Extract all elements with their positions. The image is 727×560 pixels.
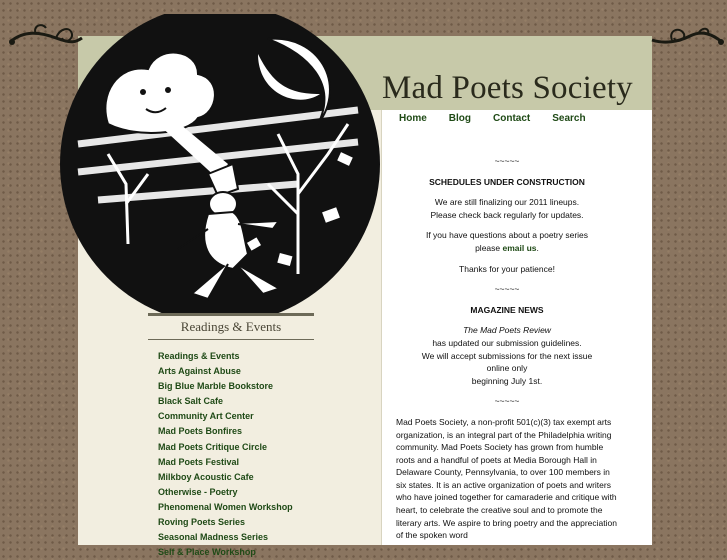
list-item [158, 452, 314, 467]
event-link[interactable]: Big Blue Marble Bookstore [158, 381, 274, 392]
review-line-1: has updated our submission guidelines. [432, 337, 582, 348]
event-link[interactable]: Seasonal Madness Series [158, 532, 269, 543]
top-nav [399, 113, 608, 124]
event-link[interactable]: Mad Poets Bonfires [158, 426, 243, 437]
list-item [158, 391, 314, 406]
list-item [158, 346, 314, 361]
list-item [158, 406, 314, 421]
nav-contact[interactable]: Contact [493, 113, 531, 124]
list-item [158, 361, 314, 376]
right-flourish-icon [650, 16, 726, 52]
list-item [158, 512, 314, 527]
about-paragraph: Mad Poets Society, a non-profit 501(c)(3) tax exempt arts organization, is an integral part of the Philadelphia writing community. Mad Poets Society has grown from humble roots and a handful of poets at Media Borough Hall in Delaware County, Pennsylvania, to over 100 members in six states. It is an active organization of poets and writers who have joined together for camaraderie and critique with heart, to celebrate the creative soul and to promote the literary arts. We aspire to bring poetry and the appreciation of the spoken word [396, 416, 617, 541]
event-link[interactable]: Readings & Events [158, 351, 240, 361]
review-line-3: online only [486, 363, 528, 374]
list-item [158, 542, 314, 557]
event-link[interactable]: Mad Poets Festival [158, 456, 240, 467]
event-link[interactable]: Arts Against Abuse [158, 366, 241, 377]
list-item [158, 527, 314, 542]
list-item [158, 421, 314, 436]
main-content [396, 155, 618, 550]
magazine-text [396, 324, 618, 387]
site-title: Mad Poets Society [382, 70, 633, 106]
events-heading: Readings & Events [180, 319, 282, 334]
magazine-heading: MAGAZINE NEWS [470, 304, 544, 315]
event-link[interactable]: Roving Poets Series [158, 517, 246, 528]
email-us-link[interactable]: email us [502, 242, 537, 253]
list-item [158, 497, 314, 512]
schedules-line-2: Please check back regularly for updates. [430, 209, 584, 220]
nav-blog[interactable]: Blog [448, 113, 472, 124]
event-link[interactable]: Otherwise - Poetry [158, 486, 238, 497]
thanks-text: Thanks for your patience! [459, 263, 555, 274]
review-title: The Mad Poets Review [463, 325, 551, 336]
events-list [158, 346, 314, 557]
separator: ~~~~~ [494, 284, 520, 295]
schedules-heading: SCHEDULES UNDER CONSTRUCTION [429, 176, 585, 187]
questions-text [396, 229, 618, 254]
separator: ~~~~~ [494, 156, 520, 166]
review-line-4: beginning July 1st. [471, 375, 543, 386]
event-link[interactable]: Phenomenal Women Workshop [158, 501, 293, 512]
event-link[interactable]: Black Salt Cafe [158, 396, 224, 407]
questions-post: . [536, 242, 539, 253]
review-line-2: We will accept submissions for the next issue [421, 350, 593, 361]
list-item [158, 482, 314, 497]
events-sidebar [148, 313, 314, 557]
separator: ~~~~~ [494, 396, 520, 407]
nav-search[interactable]: Search [552, 113, 586, 124]
questions-line-1: If you have questions about a poetry series [425, 230, 589, 241]
schedules-line-1: We are still finalizing our 2011 lineups. [434, 197, 580, 208]
schedules-text [396, 196, 618, 221]
list-item [158, 376, 314, 391]
event-link[interactable]: Self & Place Workshop [158, 547, 256, 558]
list-item [158, 437, 314, 452]
event-link[interactable]: Milkboy Acoustic Cafe [158, 471, 254, 482]
event-link[interactable]: Community Art Center [158, 411, 254, 422]
mad-poet-illustration [58, 14, 382, 314]
nav-home[interactable]: Home [399, 113, 427, 124]
list-item [158, 467, 314, 482]
questions-pre: please [475, 242, 503, 253]
event-link[interactable]: Mad Poets Critique Circle [158, 441, 268, 452]
events-rule-bottom [148, 339, 314, 340]
